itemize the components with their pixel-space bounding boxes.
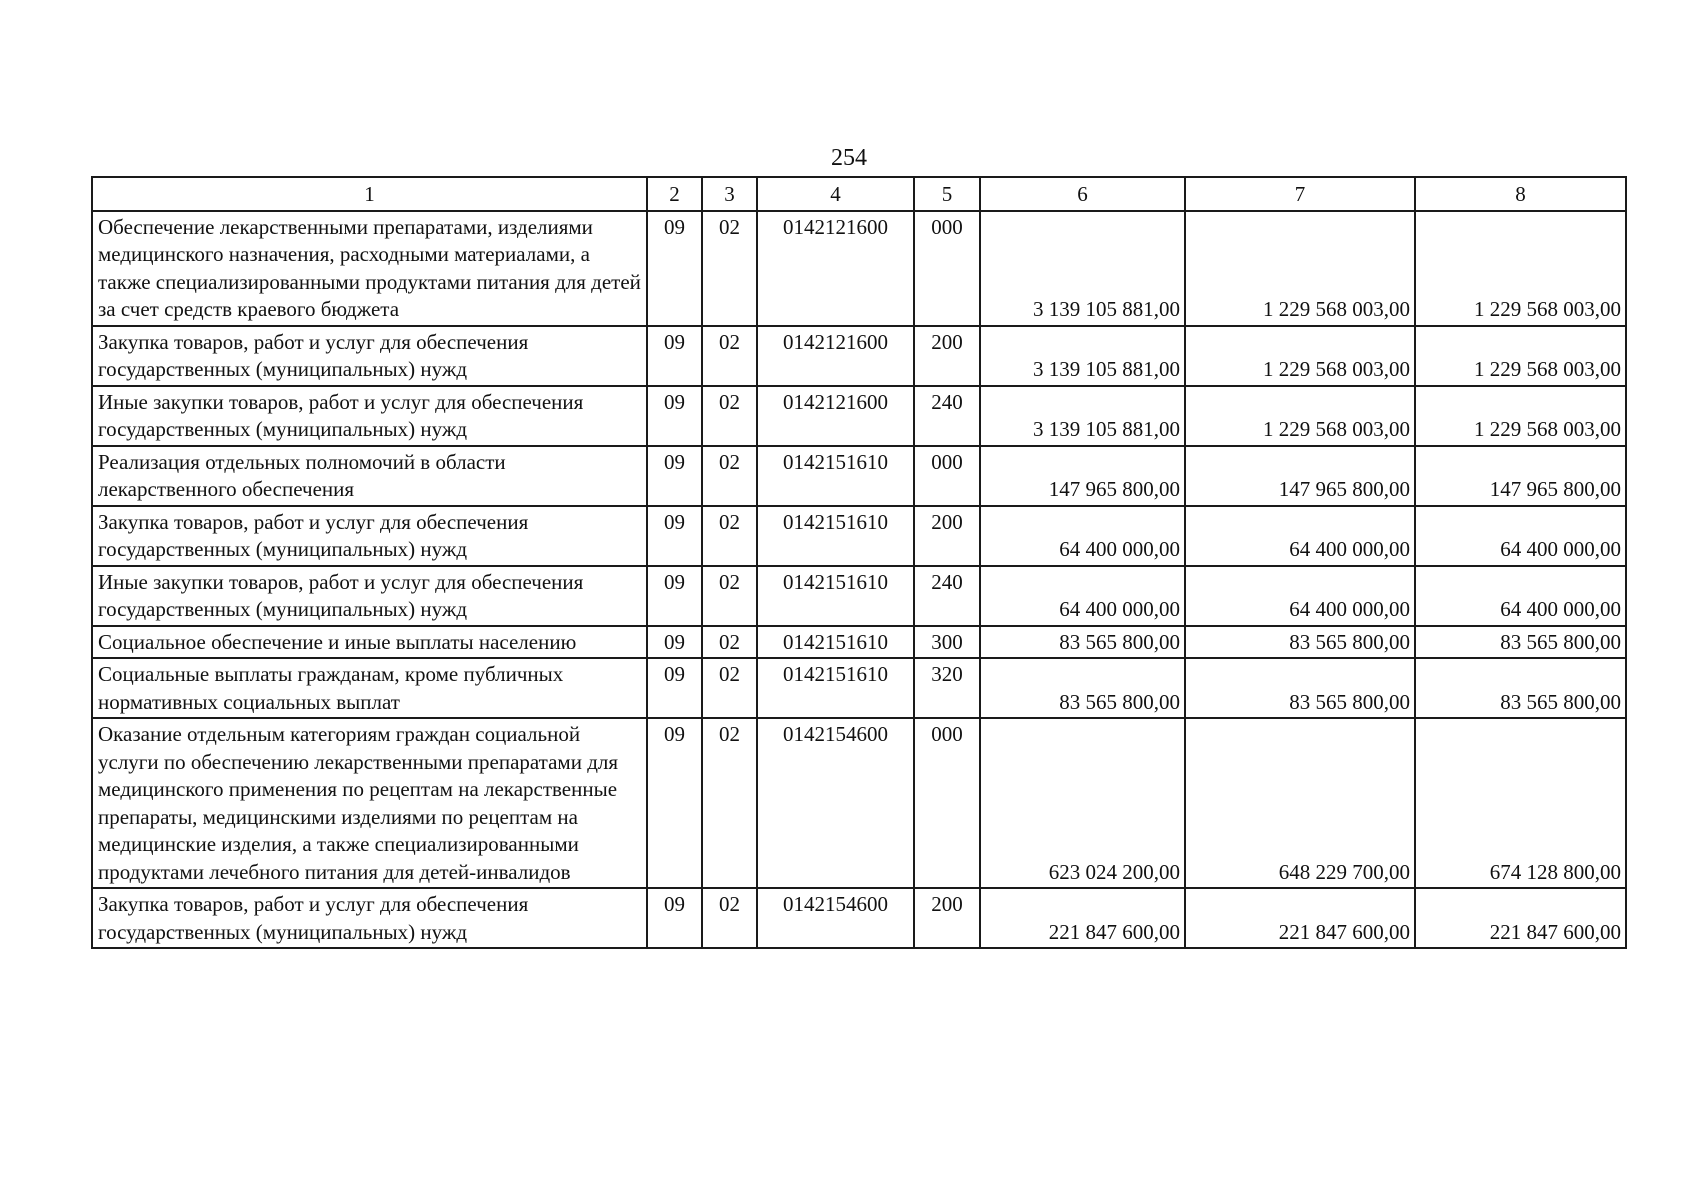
row-expense-type-code: 240	[914, 566, 980, 626]
table-row	[92, 386, 1626, 446]
table-row	[92, 506, 1626, 566]
row-amount-col6: 83 565 800,00	[980, 658, 1185, 718]
row-expense-type-code: 200	[914, 888, 980, 948]
row-subsection-code: 02	[702, 626, 757, 659]
row-expense-type-code: 000	[914, 718, 980, 888]
row-name: Иные закупки товаров, работ и услуг для обеспечения государственных (муниципальных) нужд	[92, 566, 647, 626]
row-target-code: 0142154600	[757, 718, 914, 888]
row-expense-type-code: 000	[914, 211, 980, 326]
row-expense-type-code: 200	[914, 506, 980, 566]
row-amount-col7: 1 229 568 003,00	[1185, 386, 1415, 446]
header-cell: 4	[757, 177, 914, 211]
row-target-code: 0142121600	[757, 211, 914, 326]
table-row	[92, 566, 1626, 626]
row-subsection-code: 02	[702, 658, 757, 718]
row-amount-col6: 64 400 000,00	[980, 566, 1185, 626]
row-section-code: 09	[647, 506, 702, 566]
row-expense-type-code: 240	[914, 386, 980, 446]
row-amount-col8: 221 847 600,00	[1415, 888, 1626, 948]
row-amount-col6: 83 565 800,00	[980, 626, 1185, 659]
row-subsection-code: 02	[702, 718, 757, 888]
row-amount-col6: 3 139 105 881,00	[980, 326, 1185, 386]
row-subsection-code: 02	[702, 888, 757, 948]
row-subsection-code: 02	[702, 566, 757, 626]
row-amount-col8: 147 965 800,00	[1415, 446, 1626, 506]
row-section-code: 09	[647, 386, 702, 446]
row-expense-type-code: 200	[914, 326, 980, 386]
table-row	[92, 211, 1626, 326]
header-cell: 8	[1415, 177, 1626, 211]
row-amount-col7: 83 565 800,00	[1185, 658, 1415, 718]
row-name: Реализация отдельных полномочий в области лекарственного обеспечения	[92, 446, 647, 506]
row-amount-col8: 83 565 800,00	[1415, 626, 1626, 659]
row-section-code: 09	[647, 626, 702, 659]
row-amount-col8: 83 565 800,00	[1415, 658, 1626, 718]
row-amount-col8: 64 400 000,00	[1415, 566, 1626, 626]
row-section-code: 09	[647, 211, 702, 326]
row-subsection-code: 02	[702, 506, 757, 566]
row-name: Закупка товаров, работ и услуг для обеспечения государственных (муниципальных) нужд	[92, 888, 647, 948]
table-row	[92, 718, 1626, 888]
row-section-code: 09	[647, 326, 702, 386]
budget-table	[91, 176, 1627, 949]
row-amount-col7: 64 400 000,00	[1185, 566, 1415, 626]
table-row	[92, 326, 1626, 386]
row-amount-col7: 1 229 568 003,00	[1185, 326, 1415, 386]
table-row	[92, 658, 1626, 718]
page-number: 254	[831, 145, 867, 171]
table-body	[92, 211, 1626, 949]
row-amount-col7: 64 400 000,00	[1185, 506, 1415, 566]
header-cell: 6	[980, 177, 1185, 211]
row-target-code: 0142151610	[757, 566, 914, 626]
table-row	[92, 446, 1626, 506]
row-expense-type-code: 000	[914, 446, 980, 506]
header-cell: 1	[92, 177, 647, 211]
row-subsection-code: 02	[702, 446, 757, 506]
table-header	[92, 177, 1626, 211]
row-name: Закупка товаров, работ и услуг для обеспечения государственных (муниципальных) нужд	[92, 506, 647, 566]
table-row	[92, 888, 1626, 948]
row-amount-col7: 1 229 568 003,00	[1185, 211, 1415, 326]
row-target-code: 0142151610	[757, 658, 914, 718]
row-amount-col6: 147 965 800,00	[980, 446, 1185, 506]
row-subsection-code: 02	[702, 326, 757, 386]
row-section-code: 09	[647, 566, 702, 626]
row-amount-col8: 1 229 568 003,00	[1415, 326, 1626, 386]
row-name: Социальное обеспечение и иные выплаты населению	[92, 626, 647, 659]
row-name: Иные закупки товаров, работ и услуг для обеспечения государственных (муниципальных) нужд	[92, 386, 647, 446]
row-name: Обеспечение лекарственными препаратами, изделиями медицинского назначения, расходными материалами, а также специализированными продуктами питания для детей за счет средств краевого бюджета	[92, 211, 647, 326]
row-target-code: 0142151610	[757, 446, 914, 506]
row-amount-col7: 83 565 800,00	[1185, 626, 1415, 659]
row-amount-col6: 3 139 105 881,00	[980, 386, 1185, 446]
table-row	[92, 626, 1626, 659]
row-target-code: 0142151610	[757, 506, 914, 566]
row-section-code: 09	[647, 658, 702, 718]
header-cell: 2	[647, 177, 702, 211]
row-amount-col6: 3 139 105 881,00	[980, 211, 1185, 326]
row-amount-col8: 674 128 800,00	[1415, 718, 1626, 888]
row-amount-col7: 221 847 600,00	[1185, 888, 1415, 948]
row-target-code: 0142154600	[757, 888, 914, 948]
row-subsection-code: 02	[702, 211, 757, 326]
row-target-code: 0142151610	[757, 626, 914, 659]
row-name: Социальные выплаты гражданам, кроме публичных нормативных социальных выплат	[92, 658, 647, 718]
row-target-code: 0142121600	[757, 326, 914, 386]
row-section-code: 09	[647, 446, 702, 506]
row-amount-col6: 64 400 000,00	[980, 506, 1185, 566]
header-cell: 3	[702, 177, 757, 211]
row-target-code: 0142121600	[757, 386, 914, 446]
row-subsection-code: 02	[702, 386, 757, 446]
row-expense-type-code: 320	[914, 658, 980, 718]
header-row	[92, 177, 1626, 211]
row-name: Закупка товаров, работ и услуг для обеспечения государственных (муниципальных) нужд	[92, 326, 647, 386]
row-amount-col8: 64 400 000,00	[1415, 506, 1626, 566]
row-amount-col8: 1 229 568 003,00	[1415, 211, 1626, 326]
header-cell: 7	[1185, 177, 1415, 211]
row-amount-col8: 1 229 568 003,00	[1415, 386, 1626, 446]
row-expense-type-code: 300	[914, 626, 980, 659]
row-section-code: 09	[647, 888, 702, 948]
row-name: Оказание отдельным категориям граждан социальной услуги по обеспечению лекарственными препаратами для медицинского применения по рецептам на лекарственные препараты, медицинскими изделиями по рецептам на медицинские изделия, а также специализированными продуктами лечебного питания для детей-инвалидов	[92, 718, 647, 888]
row-section-code: 09	[647, 718, 702, 888]
row-amount-col7: 147 965 800,00	[1185, 446, 1415, 506]
row-amount-col7: 648 229 700,00	[1185, 718, 1415, 888]
row-amount-col6: 221 847 600,00	[980, 888, 1185, 948]
header-cell: 5	[914, 177, 980, 211]
row-amount-col6: 623 024 200,00	[980, 718, 1185, 888]
